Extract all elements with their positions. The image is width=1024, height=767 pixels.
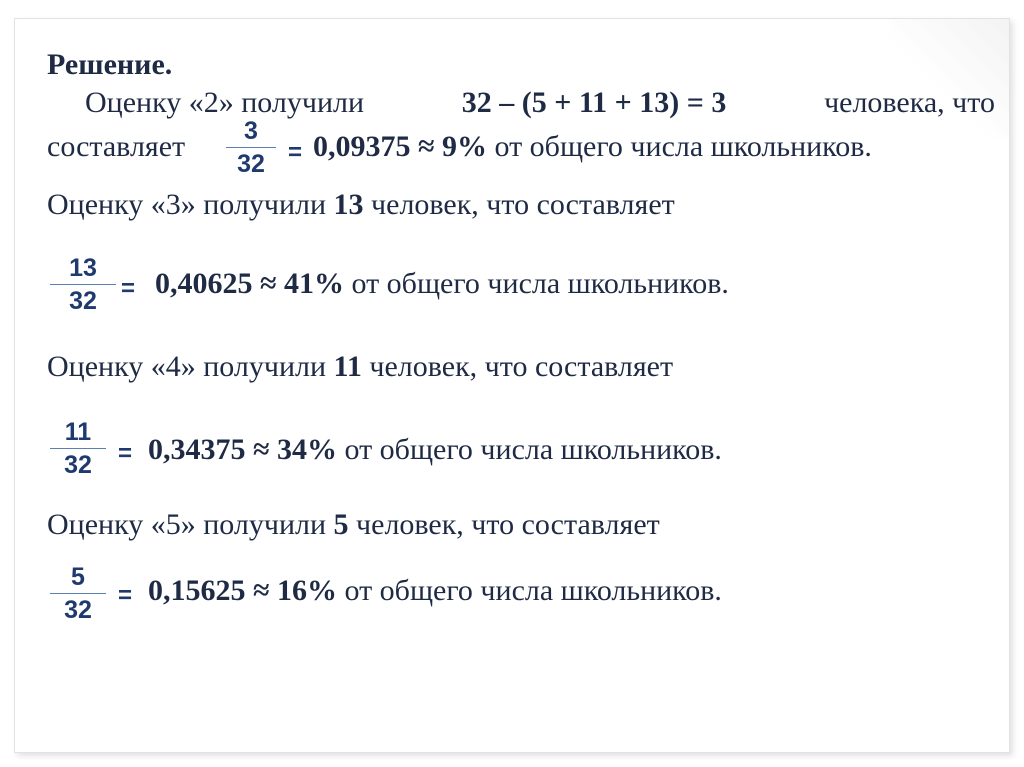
grade-4-value: 0,34375 ≈ 34% (148, 433, 337, 466)
grade-4-text: Оценку «4» получили (47, 350, 327, 383)
grade-3-share (155, 267, 729, 301)
grade-2-line (47, 86, 995, 120)
grade-5-count: 5 (333, 508, 349, 541)
grade-2-suffix: от общего числа школьников. (494, 130, 872, 163)
grade-5-suffix: от общего числа школьников. (344, 574, 722, 607)
fraction-bar (50, 284, 116, 285)
grade-3-value: 0,40625 ≈ 41% (155, 267, 344, 300)
grade-5-value: 0,15625 ≈ 16% (148, 574, 337, 607)
grade-4-tail: человек, что составляет (369, 350, 674, 383)
grade-4-share (148, 433, 722, 467)
fraction-denominator: 32 (64, 451, 92, 479)
fraction-denominator: 32 (64, 596, 92, 624)
grade-2-share-prefix: составляет (47, 130, 186, 163)
grade-3-text: Оценку «3» получили (47, 188, 327, 221)
equals-sign: = (288, 139, 303, 166)
fraction-bar (226, 147, 276, 148)
grade-2-share (313, 130, 872, 164)
fraction-numerator: 11 (64, 418, 92, 446)
grade-3-fraction (50, 254, 116, 315)
grade-3-suffix: от общего числа школьников. (351, 267, 729, 300)
grade-2-tail: человека, что (824, 86, 995, 119)
fraction-denominator: 32 (237, 150, 265, 178)
grade-3-line (47, 188, 675, 222)
grade-2-text: Оценку «2» получили (85, 86, 365, 119)
equals-sign: = (118, 582, 133, 609)
fraction-numerator: 13 (69, 254, 97, 282)
grade-3-count: 13 (333, 188, 364, 221)
grade-2-fraction (226, 117, 276, 178)
grade-2-expression: 32 – (5 + 11 + 13) = 3 (461, 86, 727, 119)
grade-2-value: 0,09375 ≈ 9% (313, 130, 487, 163)
grade-5-share (148, 574, 722, 608)
fraction-bar (50, 448, 106, 449)
equals-sign: = (121, 275, 136, 302)
grade-5-tail: человек, что составляет (356, 508, 660, 541)
grade-4-suffix: от общего числа школьников. (344, 433, 722, 466)
grade-4-count: 11 (333, 350, 362, 383)
fraction-numerator: 3 (244, 117, 258, 145)
grade-4-line (47, 350, 673, 384)
grade-5-fraction (50, 563, 106, 624)
solution-title: Решение. (47, 48, 173, 81)
grade-3-tail: человек, что составляет (371, 188, 675, 221)
page-curl-decoration (889, 19, 1009, 139)
page-frame (14, 18, 1010, 753)
grade-4-fraction (50, 418, 106, 479)
fraction-numerator: 5 (71, 563, 85, 591)
fraction-denominator: 32 (69, 287, 97, 315)
grade-5-text: Оценку «5» получили (47, 508, 327, 541)
fraction-bar (50, 593, 106, 594)
equals-sign: = (118, 440, 133, 467)
grade-5-line (47, 508, 660, 542)
